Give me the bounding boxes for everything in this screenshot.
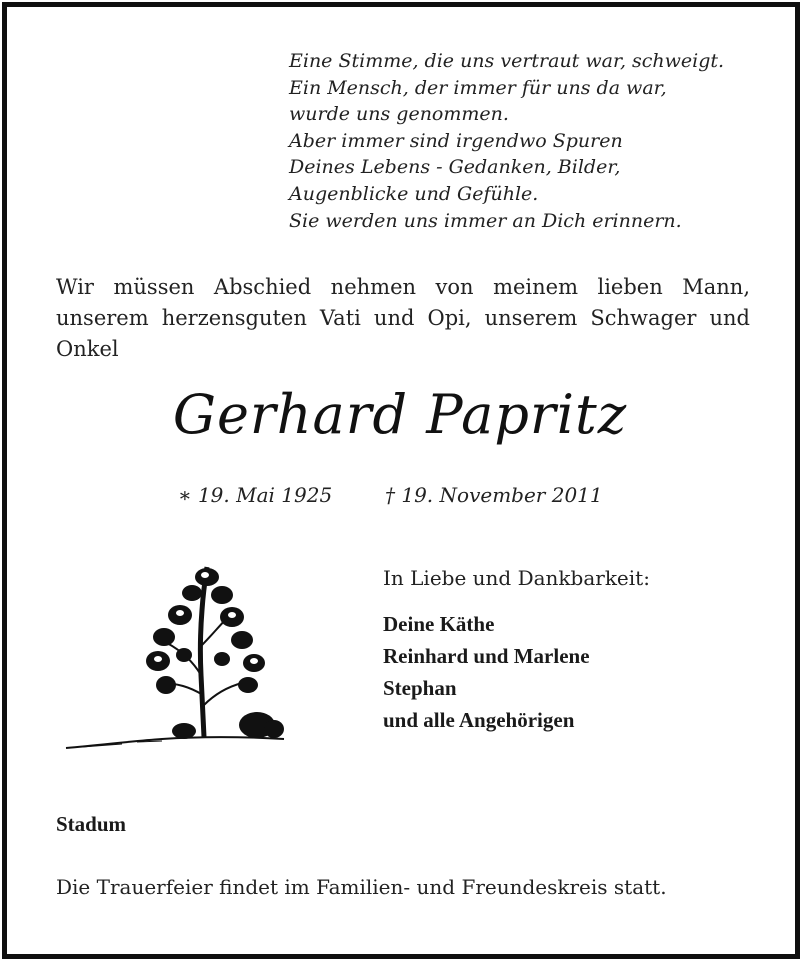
mourner-name: Reinhard und Marlene xyxy=(383,644,590,668)
poem-line: Deines Lebens - Gedanken, Bilder, xyxy=(289,156,621,179)
mourner-name: Deine Käthe xyxy=(383,612,495,636)
place-name: Stadum xyxy=(56,812,127,836)
poem-line: Augenblicke und Gefühle. xyxy=(289,182,539,205)
birch-tree-icon xyxy=(62,555,292,760)
poem-line: Eine Stimme, die uns vertraut war, schweigt. xyxy=(289,50,725,72)
mourner-name: und alle Angehörigen xyxy=(383,708,575,732)
deceased-name: Gerhard Papritz xyxy=(172,383,628,446)
memorial-poem xyxy=(289,48,769,234)
poem-line: Sie werden uns immer an Dich erinnern. xyxy=(289,209,682,232)
farewell-intro xyxy=(56,272,750,365)
intro-line: unserem herzensguten Vati und Opi, unserem Schwager und xyxy=(56,306,750,330)
death-date: † 19. November 2011 xyxy=(385,483,603,507)
poem-line: Ein Mensch, der immer für uns da war, xyxy=(289,76,667,99)
birth-date: ∗ 19. Mai 1925 xyxy=(178,483,333,507)
funeral-notice: Die Trauerfeier findet im Familien- und Freundeskreis statt. xyxy=(56,875,667,899)
mourner-name: Stephan xyxy=(383,676,457,700)
intro-line: Onkel xyxy=(56,337,119,361)
intro-line: Wir müssen Abschied nehmen von meinem lieben Mann, xyxy=(56,275,750,299)
mourners-block xyxy=(383,566,783,736)
poem-line: wurde uns genommen. xyxy=(289,103,509,126)
poem-line: Aber immer sind irgendwo Spuren xyxy=(289,129,623,152)
thanks-heading: In Liebe und Dankbarkeit: xyxy=(383,566,650,590)
